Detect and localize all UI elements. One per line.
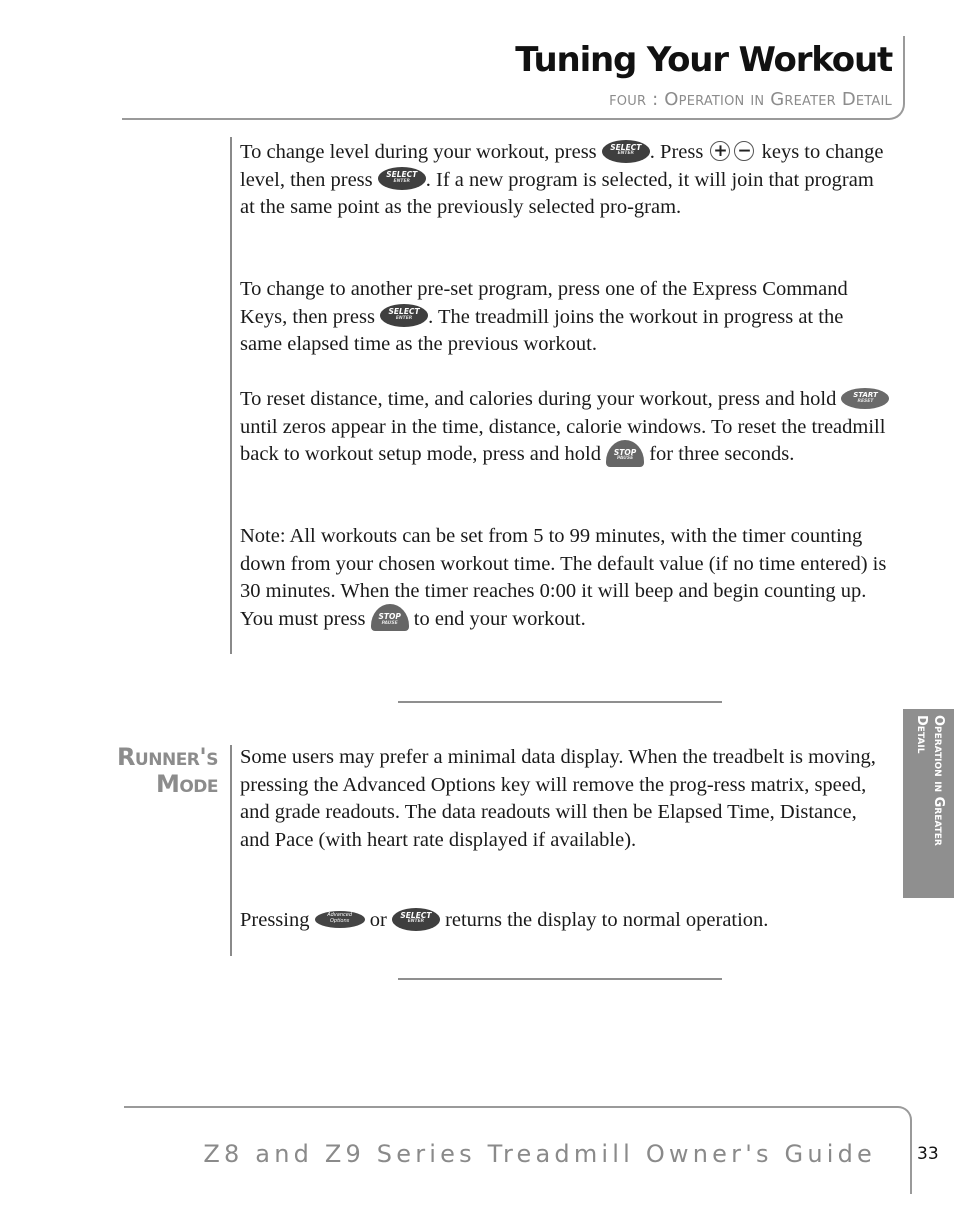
para-text: Note: All workouts can be set from 5 to 99 minutes, with the timer counting down from your chosen workout time. The default value (if no time entered) is 30 minutes. When the timer reaches 0:00 it will beep and begin counting up. You must press bbox=[240, 525, 887, 630]
para-text: returns the display to normal operation. bbox=[439, 909, 769, 931]
minus-key-icon: − bbox=[734, 141, 754, 161]
select-enter-key-icon: SELECT ENTER bbox=[392, 908, 440, 931]
start-reset-key-icon: START RESET bbox=[841, 388, 889, 409]
section-divider bbox=[398, 701, 722, 703]
section-divider bbox=[398, 978, 722, 980]
para-text: or bbox=[364, 909, 392, 931]
section-heading-runners-mode: Runner's Mode bbox=[116, 743, 218, 798]
advanced-options-key-icon: Advanced Options bbox=[315, 911, 365, 928]
para-text: . The treadmill joins the workout in progress at the same elapsed time as the previous workout. bbox=[240, 305, 844, 355]
stop-pause-key-icon: STOP PAUSE bbox=[371, 604, 409, 631]
stop-pause-key-icon: STOP PAUSE bbox=[606, 440, 644, 467]
side-tab-line1: Operation in Greater bbox=[931, 715, 946, 846]
para-text: To change to another pre-set program, press one of the Express Command Keys, then press bbox=[240, 278, 848, 328]
paragraph-note bbox=[240, 523, 890, 633]
para-text: To change level during your workout, press bbox=[240, 141, 602, 163]
chapter-subtitle: four : Operation in Greater Detail bbox=[609, 89, 892, 110]
select-enter-key-icon: SELECT ENTER bbox=[380, 304, 428, 327]
select-enter-key-icon: SELECT ENTER bbox=[378, 167, 426, 190]
para-text: . If a new program is selected, it will join that program at the same point as the previously selected pro-gram. bbox=[240, 168, 874, 218]
section2-rule bbox=[230, 745, 232, 956]
paragraph-return-normal bbox=[240, 907, 890, 935]
paragraph-reset bbox=[240, 386, 890, 469]
page-number: 33 bbox=[917, 1144, 939, 1164]
para-text: To reset distance, time, and calories during your workout, press and hold bbox=[240, 388, 842, 410]
plus-key-icon: + bbox=[710, 141, 730, 161]
side-tab-line2: Detail bbox=[914, 715, 929, 754]
para-text: keys to change level, then press bbox=[240, 141, 884, 191]
para-text: . Press bbox=[649, 141, 709, 163]
para-text: to end your workout. bbox=[408, 607, 586, 630]
paragraph-change-program bbox=[240, 276, 890, 359]
para-text: Pressing bbox=[240, 909, 315, 931]
paragraph-runners-mode: Some users may prefer a minimal data display. When the treadbelt is moving, pressing the Advanced Options key will remove the prog-ress matrix, speed, and grade readouts. The data readouts will then be Elapsed Time, Distance, and Pace (with heart rate displayed if available). bbox=[240, 746, 876, 851]
page-title: Tuning Your Workout bbox=[515, 40, 892, 80]
section1-rule bbox=[230, 137, 232, 654]
para-text: for three seconds. bbox=[644, 443, 795, 465]
guide-title: Z8 and Z9 Series Treadmill Owner's Guide bbox=[203, 1140, 876, 1168]
select-enter-key-icon: SELECT ENTER bbox=[602, 140, 650, 163]
paragraph-change-level bbox=[240, 139, 890, 222]
para-text: until zeros appear in the time, distance, calorie windows. To reset the treadmill back to workout setup mode, press and hold bbox=[240, 415, 886, 465]
chapter-side-tab bbox=[903, 709, 954, 898]
